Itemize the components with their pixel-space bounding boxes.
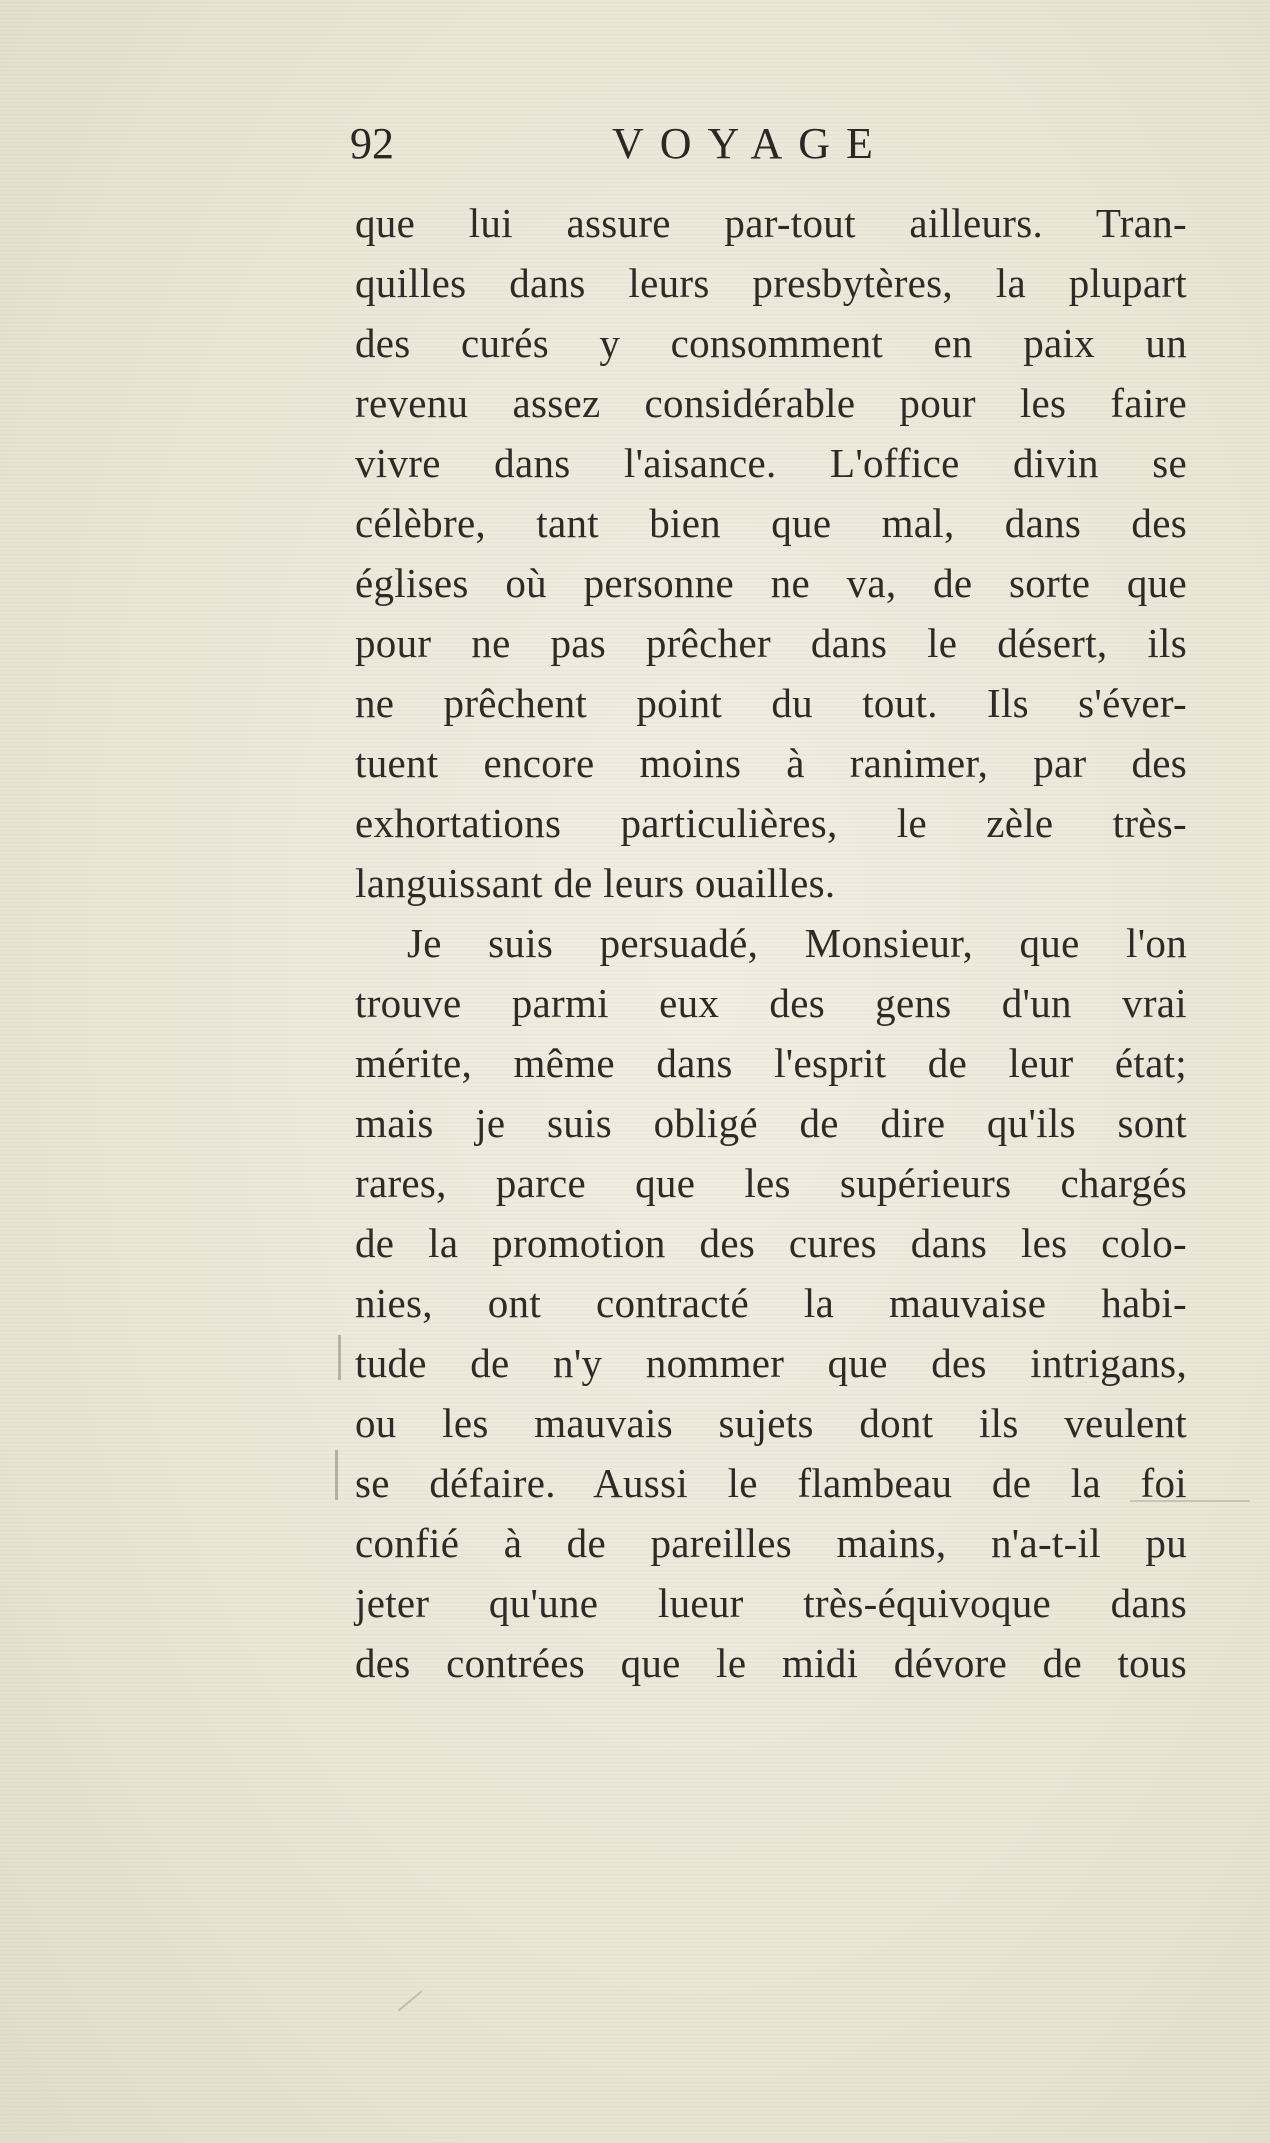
text-line: pour ne pas prêcher dans le désert, ils: [355, 620, 1187, 666]
text-line: quilles dans leurs presbytères, la plupart: [355, 260, 1187, 306]
margin-mark: [338, 1335, 341, 1380]
paragraph-start-line: Je suis persuadé, Monsieur, que l'on: [407, 920, 1187, 966]
text-line: églises où personne ne va, de sorte que: [355, 560, 1187, 606]
text-line: tuent encore moins à ranimer, par des: [355, 740, 1187, 786]
text-line: ou les mauvais sujets dont ils veulent: [355, 1400, 1187, 1446]
text-line: languissant de leurs ouailles.: [355, 860, 836, 906]
text-line: jeter qu'une lueur très-équivoque dans: [355, 1580, 1187, 1626]
text-line: tude de n'y nommer que des intrigans,: [355, 1340, 1187, 1386]
body-text: [355, 193, 1187, 1693]
margin-mark: [398, 1991, 422, 2012]
text-line: se défaire. Aussi le flambeau de la foi: [355, 1460, 1187, 1506]
text-line: mais je suis obligé de dire qu'ils sont: [355, 1100, 1187, 1146]
text-line: exhortations particulières, le zèle très-: [355, 800, 1187, 846]
running-head: VOYAGE: [612, 119, 889, 168]
margin-mark: [1130, 1500, 1250, 1502]
text-line: confié à de pareilles mains, n'a-t-il pu: [355, 1520, 1187, 1566]
text-line: rares, parce que les supérieurs chargés: [355, 1160, 1187, 1206]
text-line: mérite, même dans l'esprit de leur état;: [355, 1040, 1187, 1086]
text-line: que lui assure par-tout ailleurs. Tran-: [355, 200, 1187, 246]
text-line: de la promotion des cures dans les colo-: [355, 1220, 1187, 1266]
text-line: vivre dans l'aisance. L'office divin se: [355, 440, 1187, 486]
text-line: trouve parmi eux des gens d'un vrai: [355, 980, 1187, 1026]
text-line: célèbre, tant bien que mal, dans des: [355, 500, 1187, 546]
text-line: des curés y consomment en paix un: [355, 320, 1187, 366]
page-header: [350, 118, 910, 178]
text-line: nies, ont contracté la mauvaise habi-: [355, 1280, 1187, 1326]
text-line: revenu assez considérable pour les faire: [355, 380, 1187, 426]
text-line: des contrées que le midi dévore de tous: [355, 1640, 1187, 1686]
margin-mark: [335, 1450, 338, 1500]
page-number: 92: [350, 119, 394, 168]
text-line: ne prêchent point du tout. Ils s'éver-: [355, 680, 1187, 726]
